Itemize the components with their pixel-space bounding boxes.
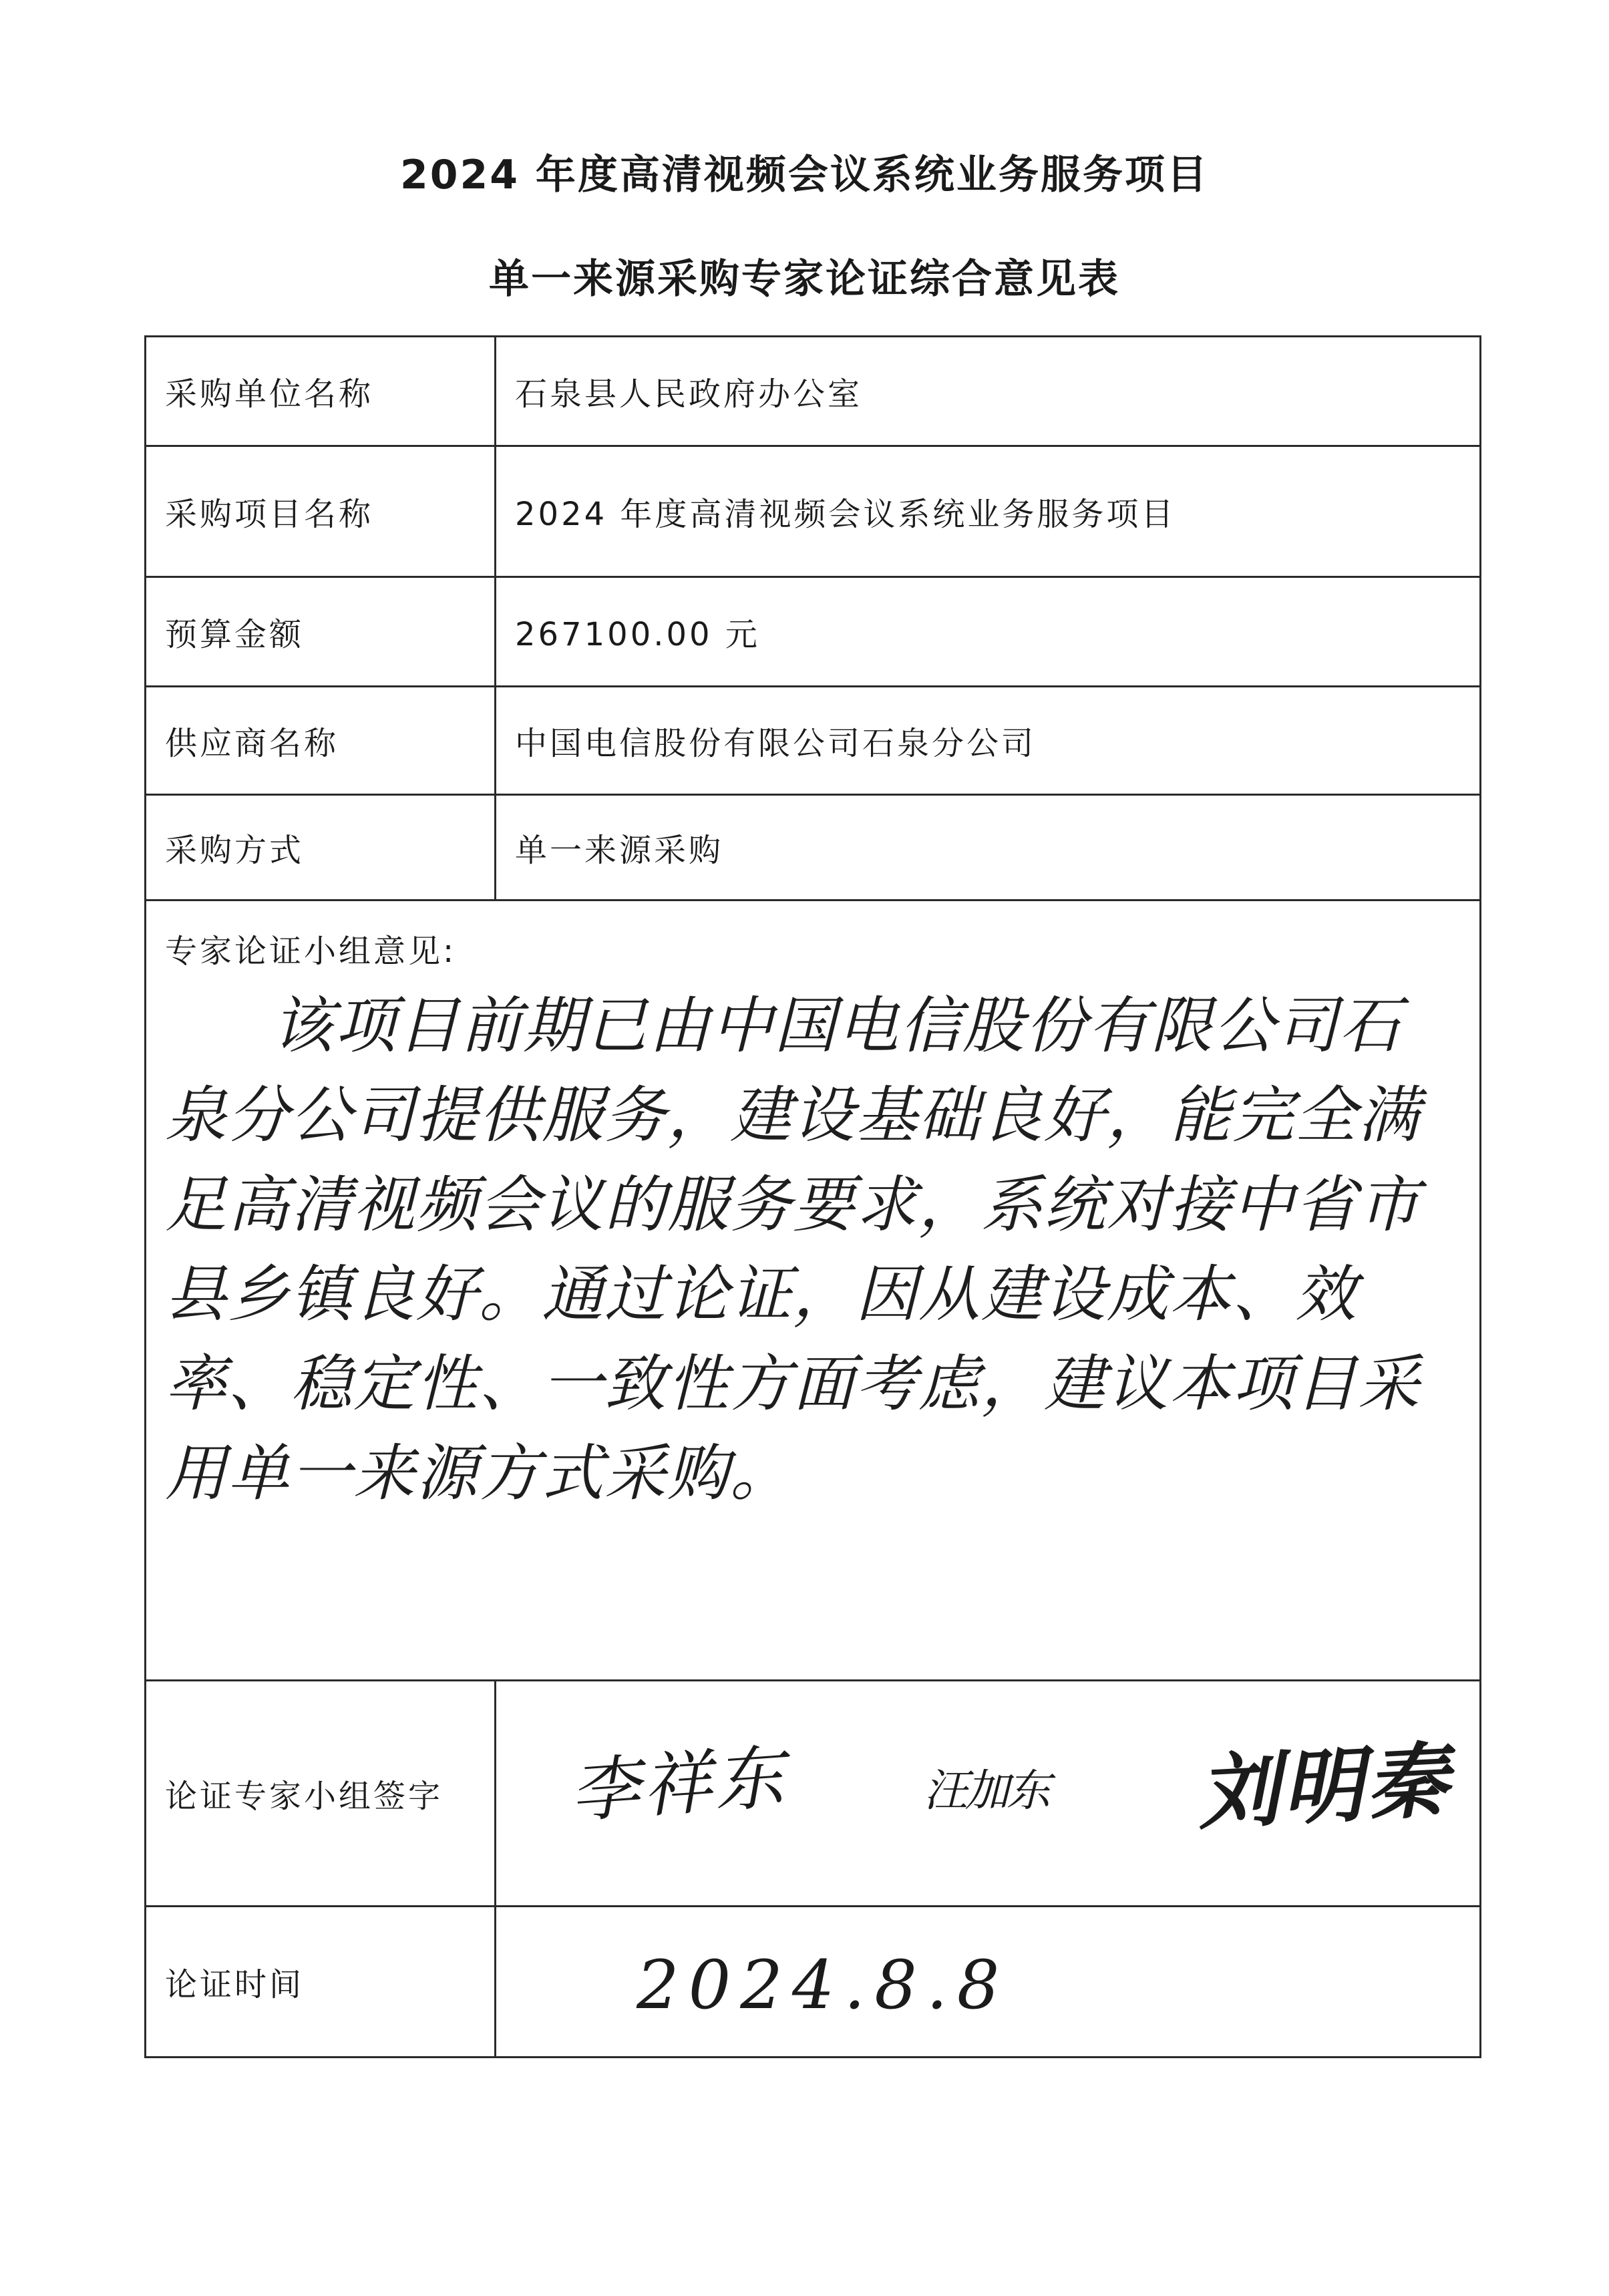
- procurement-method-label: 采购方式: [146, 795, 496, 900]
- budget-value: 267100.00 元: [496, 577, 1481, 687]
- table-row: [146, 900, 1481, 1681]
- table-row: [146, 446, 1481, 577]
- signature-cell: [496, 1681, 1481, 1907]
- signature-label: 论证专家小组签字: [146, 1681, 496, 1907]
- budget-label: 预算金额: [146, 577, 496, 687]
- table-row: [146, 337, 1481, 446]
- date-cell: [496, 1907, 1481, 2058]
- table-row: [146, 687, 1481, 795]
- supplier-name-label: 供应商名称: [146, 687, 496, 795]
- expert-opinion-cell: [146, 900, 1481, 1681]
- expert-signature-1: 李祥东: [567, 1736, 789, 1833]
- expert-opinion-label: 专家论证小组意见:: [165, 933, 457, 970]
- table-row: [146, 1681, 1481, 1907]
- expert-opinion-handwritten-text: 该项目前期已由中国电信股份有限公司石泉分公司提供服务，建设基础良好，能完全满足高清视频会议的服务要求，系统对接中省市县乡镇良好。通过论证，因从建设成本、效率、稳定性、一致性方面考虑，建议本项目采用单一来源方式采购。: [165, 990, 1421, 1509]
- project-name-label: 采购项目名称: [146, 446, 496, 577]
- purchaser-name-label: 采购单位名称: [146, 337, 496, 446]
- procurement-method-value: 单一来源采购: [496, 795, 1481, 900]
- opinion-form-table: [144, 335, 1481, 2058]
- document-subtitle: 单一来源采购专家论证综合意见表: [489, 256, 1120, 303]
- expert-signature-2: 汪加东: [924, 1765, 1048, 1816]
- date-label: 论证时间: [146, 1907, 496, 2058]
- project-name-value: 2024 年度高清视频会议系统业务服务项目: [496, 446, 1481, 577]
- handwritten-date: 2024.8.8: [637, 1946, 1009, 2024]
- table-row: [146, 795, 1481, 900]
- supplier-name-value: 中国电信股份有限公司石泉分公司: [496, 687, 1481, 795]
- table-row: [146, 577, 1481, 687]
- table-row: [146, 1907, 1481, 2058]
- purchaser-name-value: 石泉县人民政府办公室: [496, 337, 1481, 446]
- document-title: 2024 年度高清视频会议系统业务服务项目: [400, 152, 1209, 198]
- expert-signature-3: 刘明秦: [1195, 1732, 1453, 1841]
